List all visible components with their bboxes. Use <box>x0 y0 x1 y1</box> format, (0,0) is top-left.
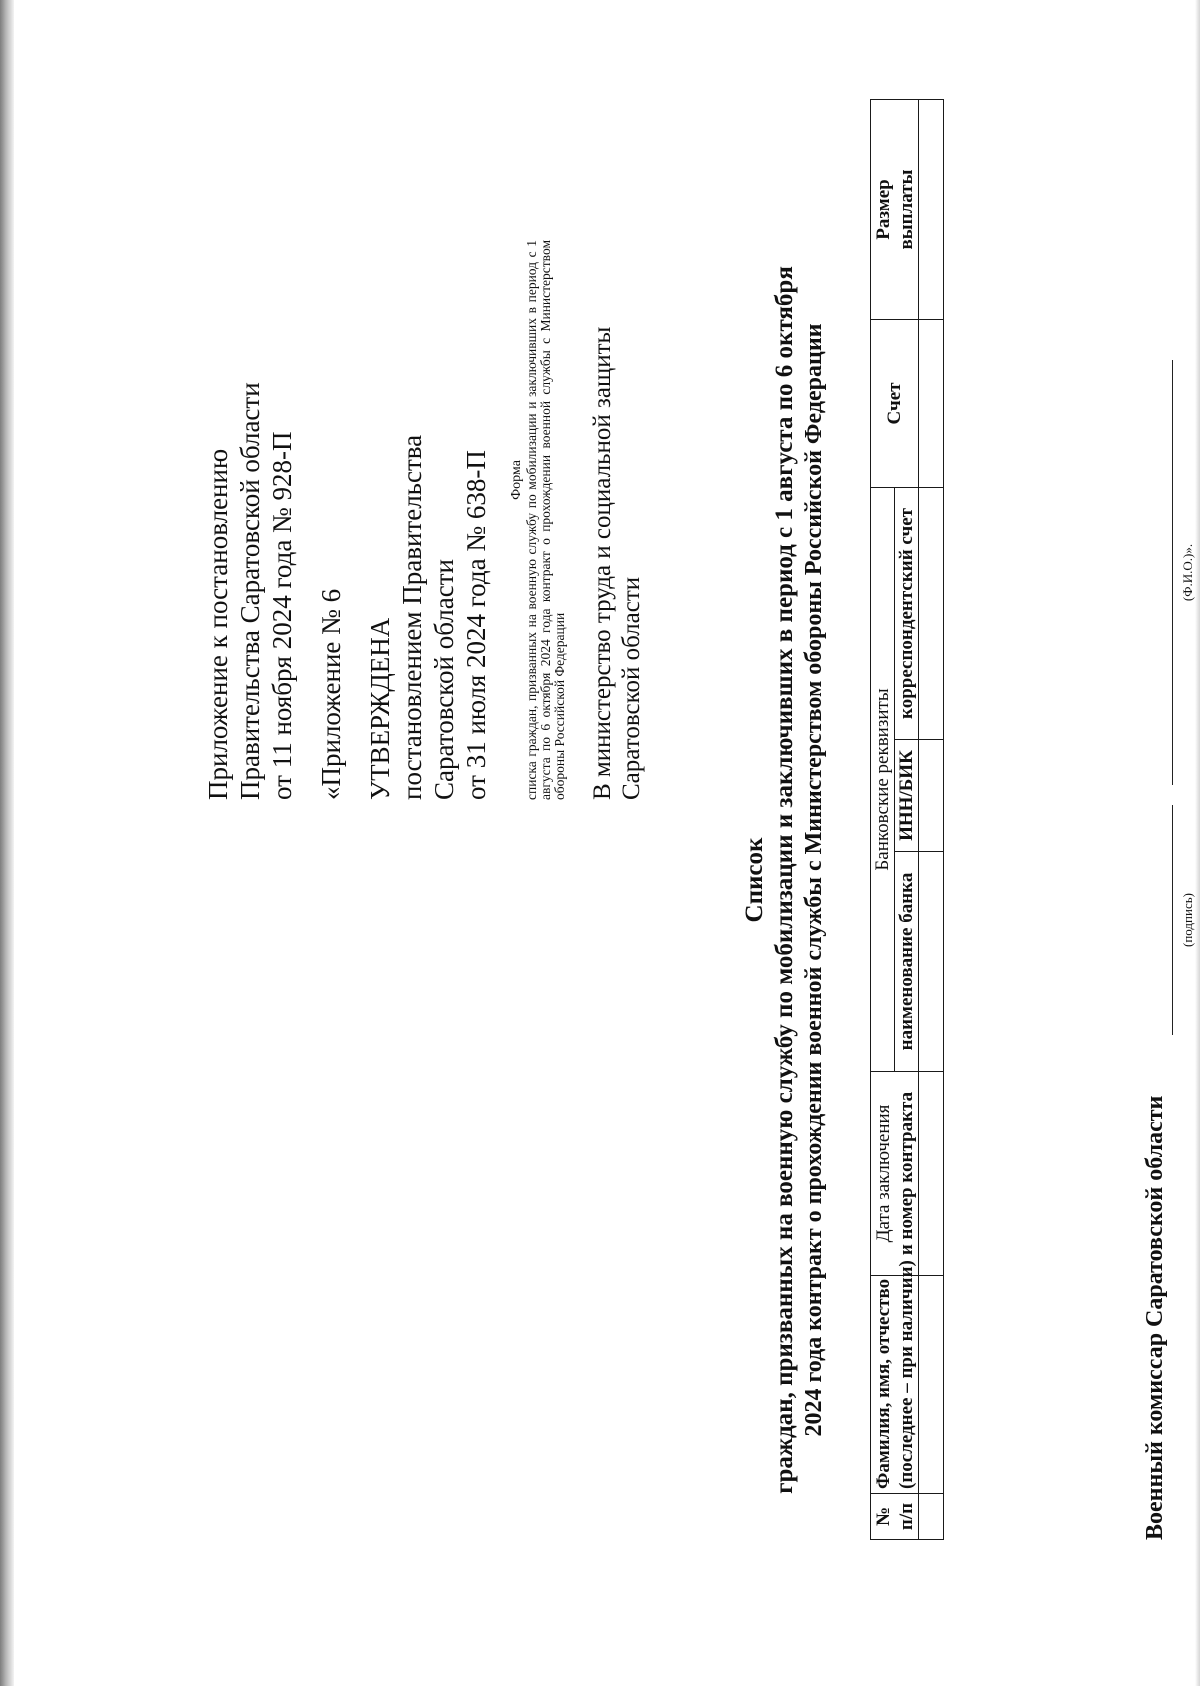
header-full-name: Фамилия, имя, отчество (последнее – при наличии) <box>871 1276 919 1494</box>
header-bank-name: наименование банка <box>895 852 919 1072</box>
header-account: Счет <box>871 320 919 488</box>
recipient-block <box>588 160 646 800</box>
document-page <box>200 100 1195 1660</box>
header-payment-amount: Размер выплаты <box>871 100 919 320</box>
citizens-table <box>870 99 944 1540</box>
recipient-line-2: Саратовской области <box>618 576 646 800</box>
approved-line-4: от 31 июля 2024 года № 638-П <box>461 450 491 800</box>
approved-line-2: постановлением Правительства <box>397 434 427 800</box>
signature-line <box>1172 805 1173 1035</box>
scan-edge-shadow <box>0 0 14 1686</box>
approval-line-1: Приложение к постановлению <box>203 448 233 800</box>
header-bank-details: Банковские реквизиты <box>871 488 895 1072</box>
full-name-caption: (Ф.И.О.)». <box>1180 543 1195 602</box>
header-number: № п/п <box>871 1494 919 1540</box>
approval-line-3: от 11 ноября 2024 года № 928-П <box>267 431 297 800</box>
form-description: списка граждан, призванных на военную службу по мобилизации и заключивших в период с 1 августа по 6 октября 2024 года контракт о прохождении военной службы с Министерством обороны Российской Федерации <box>524 240 567 800</box>
signature-caption: (подпись) <box>1180 893 1195 947</box>
appendix-number: «Приложение № 6 <box>316 588 346 800</box>
header-corr-account: корреспондентский счет <box>895 488 919 740</box>
approved-label: УТВЕРЖДЕНА <box>365 617 395 800</box>
list-title-line-1: граждан, призванных на военную службу по мобилизации и заключивших в период с 1 августа по 6 октября <box>771 266 798 1494</box>
approval-line-2: Правительства Саратовской области <box>235 382 265 800</box>
header-inn-bik: ИНН/БИК <box>895 740 919 852</box>
recipient-line-1: В министерство труда и социальной защиты <box>589 326 617 800</box>
form-label: Форма <box>509 460 524 500</box>
approved-line-3: Саратовской области <box>429 559 459 800</box>
approval-block <box>202 160 646 800</box>
list-title-line-2: 2024 года контракт о прохождении военной службы с Министерством обороны Российской Федерации <box>801 323 827 1437</box>
full-name-line <box>1172 360 1173 785</box>
commissar-title: Военный комиссар Саратовской области <box>1142 1095 1168 1540</box>
header-contract-date: Дата заключения и номер контракта <box>871 1072 919 1276</box>
signature-block <box>1120 100 1200 1540</box>
list-heading: Список <box>741 837 768 923</box>
table-header-row <box>871 100 895 1540</box>
list-title <box>740 100 829 1660</box>
table-row <box>919 100 944 1540</box>
